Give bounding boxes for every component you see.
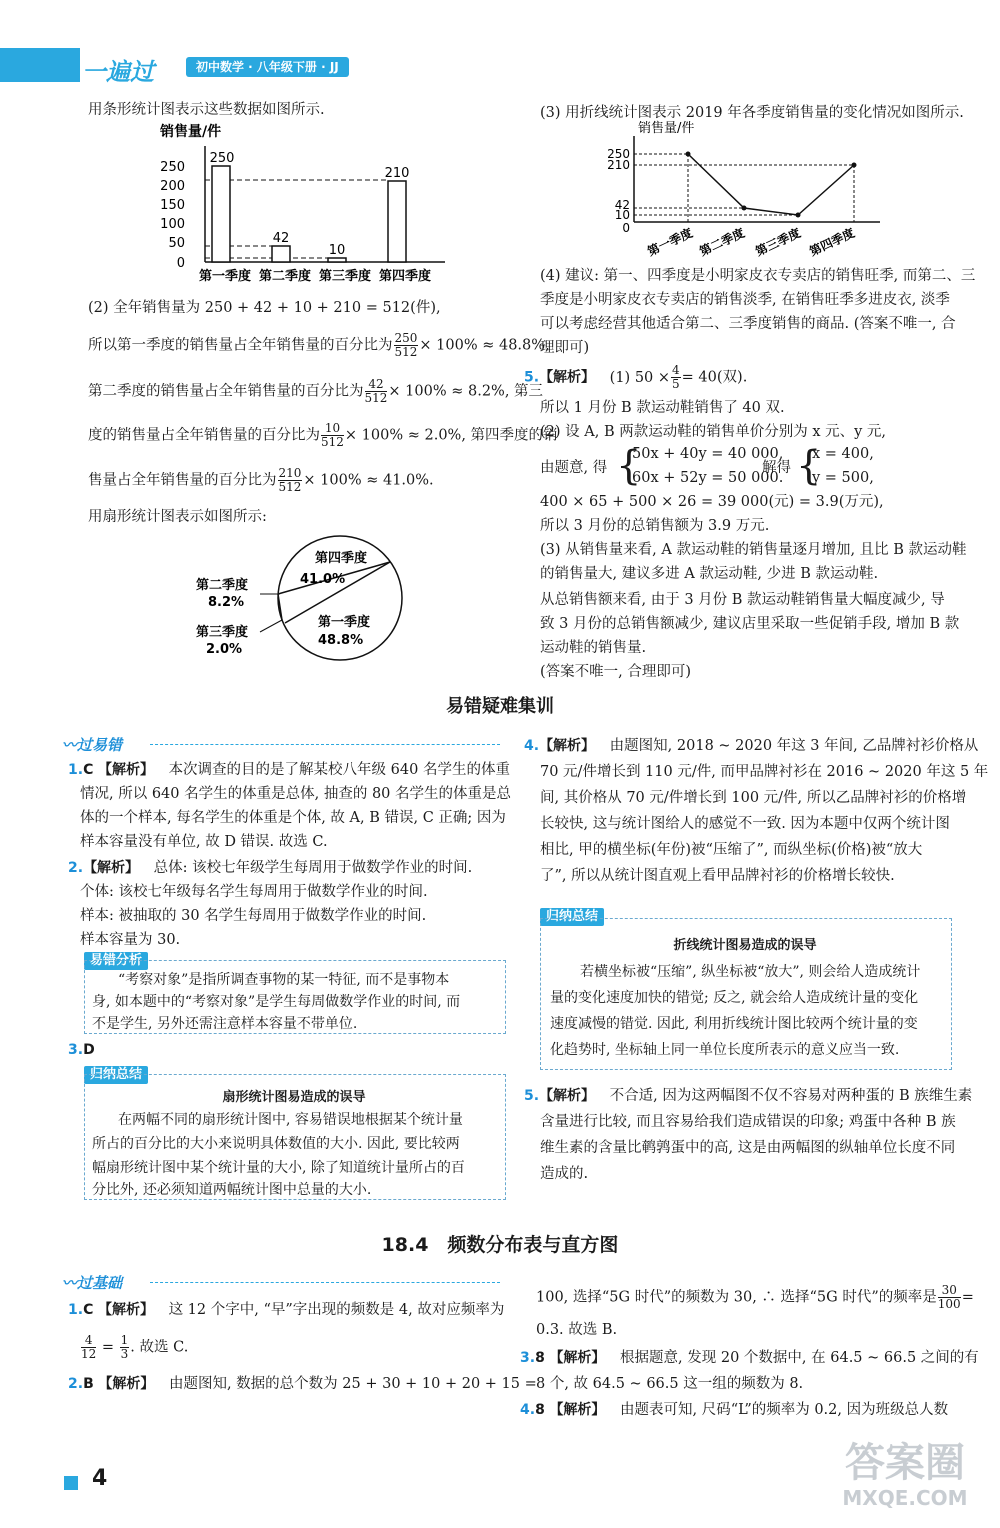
line-point [852, 163, 857, 168]
s2-q2-line1: 2.B 【解析】 由题图知, 数据的总个数为 25 + 30 + 10 + 20 + 15 = [68, 1376, 537, 1392]
s1-q2-line1: 2.【解析】 总体: 该校七年级学生每周用于做数学作业的时间. [68, 860, 473, 876]
s1-q2-line3: 样本: 被抽取的 30 名学生每周用于做数学作业的时间. [80, 908, 427, 924]
line-chart [590, 118, 890, 266]
bar-ytick: 250 [160, 160, 185, 175]
line-category: 第三季度 [753, 225, 803, 259]
s1-q3: 3.D [68, 1042, 95, 1058]
left-total: (2) 全年销售量为 250 + 42 + 10 + 210 = 512(件), [88, 300, 441, 316]
right-q5-line9: 从总销售额来看, 由于 3 月份 B 款运动鞋销售量大幅度减少, 导 [540, 592, 945, 608]
s1-q1-line2: 情况, 所以 640 名学生的体重是总体, 抽查的 80 名学生的体重是总 [80, 786, 511, 802]
left-intro: 用条形统计图表示这些数据如图所示. [88, 102, 325, 118]
b3-line1: 若横坐标被“压缩”, 纵坐标被“放大”, 则会给人造成统计 [580, 964, 921, 980]
right-q5-line5: 400 × 65 + 500 × 26 = 39 000(元) = 3.9(万元), [540, 494, 884, 510]
pie-label: 2.0% [206, 642, 243, 657]
pie-label: 41.0% [300, 572, 346, 587]
right-q5-line3: (2) 设 A, B 两款运动鞋的销售单价分别为 x 元、y 元, [540, 424, 887, 440]
b2-line4: 分比外, 还必须知道两幅统计图中总量的大小. [92, 1182, 372, 1198]
pie-leader [260, 620, 282, 632]
line-ytick: 10 [614, 208, 630, 222]
pie-label: 8.2% [208, 595, 245, 610]
footer-block [64, 1476, 78, 1490]
b3-line2: 量的变化速度加快的错觉; 反之, 就会给人造成统计量的变化 [550, 990, 919, 1006]
pie-chart [190, 528, 420, 668]
bar-guides [205, 180, 388, 258]
pie-label: 第二季度 [196, 578, 249, 593]
s2-q3-line1: 3.8 【解析】 根据题意, 发现 20 个数据中, 在 64.5 ~ 66.5 之间的有 [520, 1350, 979, 1366]
bar-ytick: 200 [160, 179, 185, 194]
section-tag-basics: 〰过基础 [62, 1274, 123, 1292]
line-point [796, 213, 801, 218]
s2-q2-cont: 100, 选择“5G 时代”的频数为 30, ∴ 选择“5G 时代”的频率是 $\frac{30}{100}$ = [536, 1283, 974, 1311]
s1-q5-line3: 维生素的含量比鹌鹑蛋中的高, 这是由两幅图的纵轴单位长度不同 [540, 1140, 956, 1156]
b1-line3: 不是学生, 另外还需注意样本容量不带单位. [92, 1016, 358, 1032]
box-label-summary-pie: 归纳总结 [84, 1066, 148, 1084]
right-suggest-3: 可以考虑经营其他适合第二、三季度销售的商品. (答案不唯一, 合 [540, 316, 956, 332]
s1-q5-line1: 5.【解析】 不合适, 因为这两幅图不仅不容易对两种蛋的 B 族维生素 [524, 1088, 973, 1104]
line-ytick: 0 [622, 221, 630, 235]
left-q4-pct: 售量占全年销售量的百分比为 $\frac{210}{512}$ × 100% ≈ 41.0%. [88, 466, 434, 494]
s1-q4-line2: 70 元/件增长到 110 元/件, 而甲品牌衬衫在 2016 ~ 2020 年这 5 年 [540, 764, 989, 780]
s1-q1-line4: 样本容量没有单位, 故 D 错误. 故选 C. [80, 834, 328, 850]
right-suggest-2: 季度是小明家皮衣专卖店的销售淡季, 在销售旺季多进皮衣, 淡季 [540, 292, 950, 308]
s1-q4-line5: 相比, 甲的横坐标(年份)被“压缩了”, 而纵坐标(价格)被“放大 [540, 842, 923, 858]
book-subtitle: 初中数学 · 八年级下册 · JJ [186, 57, 349, 77]
s1-q2-line2: 个体: 该校七年级每名学生每周用于做数学作业的时间. [80, 884, 428, 900]
s2-q2-cont2: 0.3. 故选 B. [536, 1322, 618, 1338]
right-q5-line10: 致 3 月份的总销售额减少, 建议店里采取一些促销手段, 增加 B 款 [540, 616, 960, 632]
bar-q4 [388, 181, 406, 262]
bar-value: 250 [209, 151, 235, 166]
bar-chart [150, 122, 450, 288]
brand-logo: 一遍过 [82, 58, 154, 86]
line-series [688, 154, 854, 215]
box-label-error-analysis: 易错分析 [84, 952, 148, 970]
s1-q2-line4: 样本容量为 30. [80, 932, 181, 948]
box-label-summary-line: 归纳总结 [540, 908, 604, 926]
bar-q2 [272, 246, 290, 262]
s1-q1-line1: 1.C 【解析】 本次调查的目的是了解某校八年级 640 名学生的体重 [68, 762, 510, 778]
b3-line4: 化趋势时, 坐标轴上同一单位长度所表示的意义应当一致. [550, 1042, 900, 1058]
right-q5-line2: 所以 1 月份 B 款运动鞋销售了 40 双. [540, 400, 785, 416]
bar-value-labels [210, 151, 410, 258]
bar-ytick: 150 [160, 198, 185, 213]
bar-q3 [328, 258, 346, 262]
right-q5-line7: (3) 从销售量来看, A 款运动鞋的销售量逐月增加, 且比 B 款运动鞋 [540, 542, 967, 558]
left-q3-pct: 度的销售量占全年销售量的百分比为 $\frac{10}{512}$ × 100% ≈ 2.0%, 第四季度的销 [88, 421, 558, 449]
header-accent [0, 48, 80, 82]
s1-q4-line1: 4.【解析】 由题图知, 2018 ~ 2020 年这 3 年间, 乙品牌衬衫价格从 [524, 738, 979, 754]
bar-q1 [212, 166, 230, 262]
s1-q5-line2: 含量进行比较, 而且容易给我们造成错误的印象; 鸡蛋中各种 B 族 [540, 1114, 956, 1130]
s1-q4-line6: 了”, 所以从统计图直观上看甲品牌衬衫的价格增长较快. [540, 868, 895, 884]
line-ytick: 210 [607, 158, 630, 172]
line-ylabel: 销售量/件 [638, 121, 695, 136]
left-pie-intro: 用扇形统计图表示如图所示: [88, 509, 267, 525]
bar-category: 第三季度 [318, 269, 372, 284]
b2-line3: 幅扇形统计图中某个统计量的大小, 除了知道统计量所占的百 [92, 1160, 465, 1176]
line-category: 第二季度 [697, 225, 747, 259]
b2-line1: 在两幅不同的扇形统计图中, 容易错误地根据某个统计量 [118, 1112, 463, 1128]
line-category: 第一季度 [645, 225, 695, 259]
left-q1-pct: 所以第一季度的销售量占全年销售量的百分比为 $\frac{250}{512}$ × 100% ≈ 48.8%, [88, 331, 550, 359]
pie-label: 第四季度 [315, 551, 368, 566]
bar-value: 210 [384, 166, 410, 181]
bar-category: 第四季度 [378, 269, 432, 284]
bar-ylabel: 销售量/件 [160, 124, 222, 140]
s1-q4-line4: 长较快, 这与统计图给人的感觉不一致. 因为本题中仅两个统计图 [540, 816, 950, 832]
section-tag-rule [150, 744, 500, 745]
right-line-intro: (3) 用折线统计图表示 2019 年各季度销售量的变化情况如图所示. [540, 105, 964, 121]
pie-label: 48.8% [318, 633, 364, 648]
s2-q1-line2: $\frac{4}{12}$ = $\frac{1}{3}$ . 故选 C. [81, 1333, 189, 1361]
line-category: 第四季度 [807, 225, 857, 259]
s1-q4-line3: 间, 其价格从 70 元/件增长到 100 元/件, 所以乙品牌衬衫的价格增 [540, 790, 967, 806]
pie-label: 第三季度 [196, 625, 249, 640]
s1-q1-line3: 体的一个样本, 每名学生的体重是个体, 故 A, B 错误, C 正确; 因为 [80, 810, 506, 826]
bar-yticks [160, 160, 185, 271]
line-point [686, 152, 691, 157]
line-ytick: 42 [614, 198, 630, 212]
right-q5-line12: (答案不唯一, 合理即可) [540, 664, 692, 680]
b2-title: 扇形统计图易造成的误导 [222, 1090, 366, 1105]
line-point [742, 206, 747, 211]
b3-line3: 速度减慢的错觉. 因此, 利用折线统计图比较两个统计量的变 [550, 1016, 918, 1032]
s2-q4-line1: 4.8 【解析】 由题表可知, 尺码“L”的频率为 0.2, 因为班级总人数 [520, 1402, 949, 1418]
right-q5-line1: 5.【解析】 (1) 50 × $\frac{4}{5}$ = 40(双). [524, 363, 748, 391]
b1-line2: 身, 如本题中的“考察对象”是学生每周做数学作业的时间, 而 [92, 994, 461, 1010]
bar-category: 第一季度 [198, 269, 252, 284]
right-equation-system: 由题意, 得 { 50x + 40y = 40 000, 60x + 52y = 50 000. 解得 { x = 400, y = 500, [540, 443, 874, 489]
s2-q3-line2: 8 个, 故 64.5 ~ 66.5 这一组的频数为 8. [536, 1376, 804, 1392]
section-title: 易错疑难集训 [446, 696, 554, 717]
watermark: 答案圈 MXQE.COM [842, 1440, 968, 1510]
s1-q5-line4: 造成的. [540, 1166, 589, 1182]
right-q5-line6: 所以 3 月份的总销售额为 3.9 万元. [540, 518, 770, 534]
section-tag-mistakes: 〰过易错 [62, 736, 123, 754]
section-tag-rule [150, 1282, 500, 1283]
right-q5-line11: 运动鞋的销售量. [540, 640, 647, 656]
line-ytick: 250 [607, 147, 630, 161]
b2-line2: 所占的百分比的大小来说明具体数值的大小. 因此, 要比较两 [92, 1136, 460, 1152]
bar-ytick: 0 [176, 256, 185, 271]
section-18-4-title: 18.4 频数分布表与直方图 [381, 1234, 619, 1256]
pie-label: 第一季度 [318, 615, 371, 630]
bar-value: 42 [272, 231, 290, 246]
right-suggest-4: 理即可) [540, 340, 590, 356]
b3-title: 折线统计图易造成的误导 [673, 938, 817, 953]
bar-ytick: 100 [160, 217, 185, 232]
left-q2-pct: 第二季度的销售量占全年销售量的百分比为 $\frac{42}{512}$ × 100% ≈ 8.2%, 第三 [88, 377, 544, 405]
header-bar [0, 48, 410, 86]
bar-value: 10 [328, 243, 346, 258]
bar-categories [199, 268, 431, 284]
s2-q1-line1: 1.C 【解析】 这 12 个字中, “早”字出现的频数是 4, 故对应频率为 [68, 1302, 505, 1318]
b1-line1: “考察对象”是指所调查事物的某一特征, 而不是事物本 [118, 972, 450, 988]
page-number: 4 [92, 1466, 108, 1491]
bar-category: 第二季度 [258, 269, 312, 284]
bar-ytick: 50 [168, 236, 185, 251]
right-suggest-1: (4) 建议: 第一、四季度是小明家皮衣专卖店的销售旺季, 而第二、三 [540, 268, 976, 284]
right-q5-line8: 的销售量大, 建议多进 A 款运动鞋, 少进 B 款运动鞋. [540, 566, 879, 582]
